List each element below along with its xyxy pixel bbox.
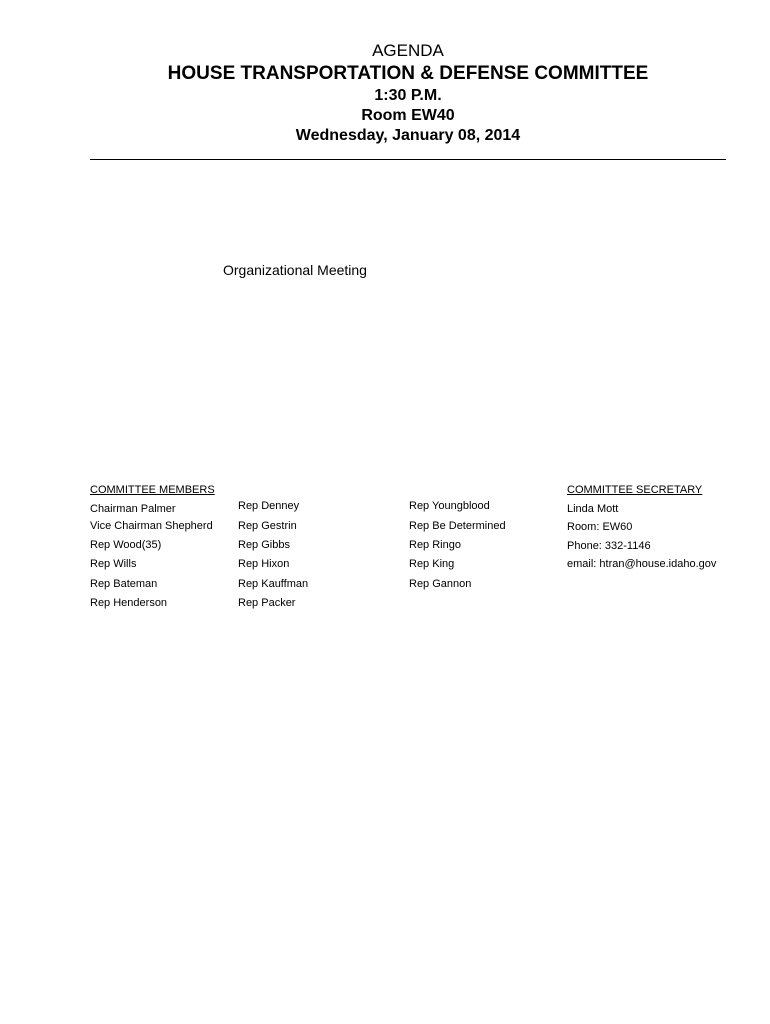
secretary-phone: Phone: 332-1146: [567, 540, 651, 552]
member-item: Rep Gannon: [409, 578, 472, 590]
member-item: Vice Chairman Shepherd: [90, 520, 213, 532]
meeting-type: Organizational Meeting: [223, 262, 367, 278]
secretary-name: Linda Mott: [567, 503, 619, 515]
member-item: Rep Packer: [238, 597, 296, 609]
member-item: Rep Be Determined: [409, 520, 506, 532]
secretary-room: Room: EW60: [567, 521, 633, 533]
member-item: Rep Henderson: [90, 597, 168, 609]
agenda-label: AGENDA: [372, 41, 444, 60]
committee-title: HOUSE TRANSPORTATION & DEFENSE COMMITTEE: [167, 63, 649, 84]
meeting-room: Room EW40: [361, 107, 455, 124]
member-item: Rep Youngblood: [409, 500, 490, 512]
member-item: Rep Gibbs: [238, 539, 290, 551]
member-item: Rep Wills: [90, 558, 137, 570]
member-item: Rep Ringo: [409, 539, 461, 551]
secretary-heading: COMMITTEE SECRETARY: [567, 484, 703, 496]
member-item: Rep Gestrin: [238, 520, 297, 532]
member-item: Rep Hixon: [238, 558, 290, 570]
member-item: Rep King: [409, 558, 455, 570]
member-item: Chairman Palmer: [90, 503, 176, 515]
members-heading: COMMITTEE MEMBERS: [90, 484, 215, 496]
agenda-header: [0, 40, 770, 146]
meeting-date: Wednesday, January 08, 2014: [295, 127, 521, 144]
member-item: Rep Kauffman: [238, 578, 309, 590]
member-item: Rep Denney: [238, 500, 300, 512]
secretary-email: email: htran@house.idaho.gov: [567, 558, 717, 570]
member-item: Rep Bateman: [90, 578, 158, 590]
meeting-time: 1:30 P.M.: [374, 87, 442, 104]
header-divider: [90, 159, 726, 160]
member-item: Rep Wood(35): [90, 539, 162, 551]
